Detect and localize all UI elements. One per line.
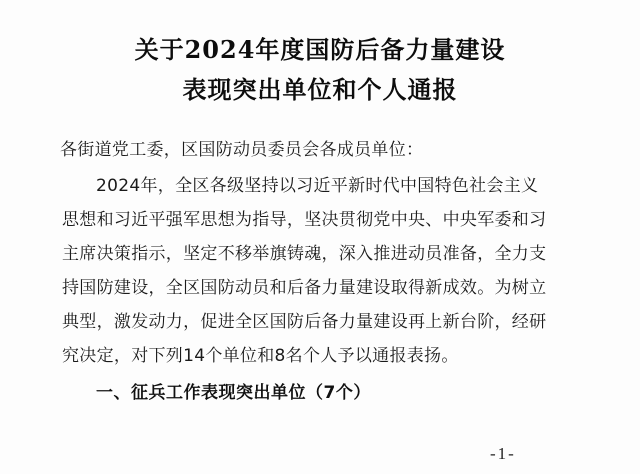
document-title-line-1: 关于2024年度国防后备力量建设: [134, 35, 506, 64]
paragraph-line-1: 2024年，全区各级坚持以习近平新时代中国特色社会主义: [96, 176, 539, 196]
salutation: 各街道党工委，区国防动员委员会各成员单位：: [60, 140, 424, 160]
section-heading: 一、征兵工作表现突出单位（7个）: [96, 383, 371, 403]
page-number: -1-: [490, 444, 516, 463]
paragraph-line-6: 究决定，对下列14个单位和8名个人予以通报表扬。: [62, 346, 459, 366]
paragraph-line-5: 典型，激发动力，促进全区国防后备力量建设再上新台阶，经研: [62, 312, 547, 332]
paragraph-line-2: 思想和习近平强军思想为指导，坚决贯彻党中央、中央军委和习: [62, 210, 547, 230]
document-title-line-2: 表现突出单位和个人通报: [182, 75, 458, 104]
paragraph-line-4: 持国防建设，全区国防动员和后备力量建设取得新成效。为树立: [62, 278, 547, 298]
paragraph-line-3: 主席决策指示，坚定不移举旗铸魂，深入推进动员准备，全力支: [62, 244, 547, 264]
